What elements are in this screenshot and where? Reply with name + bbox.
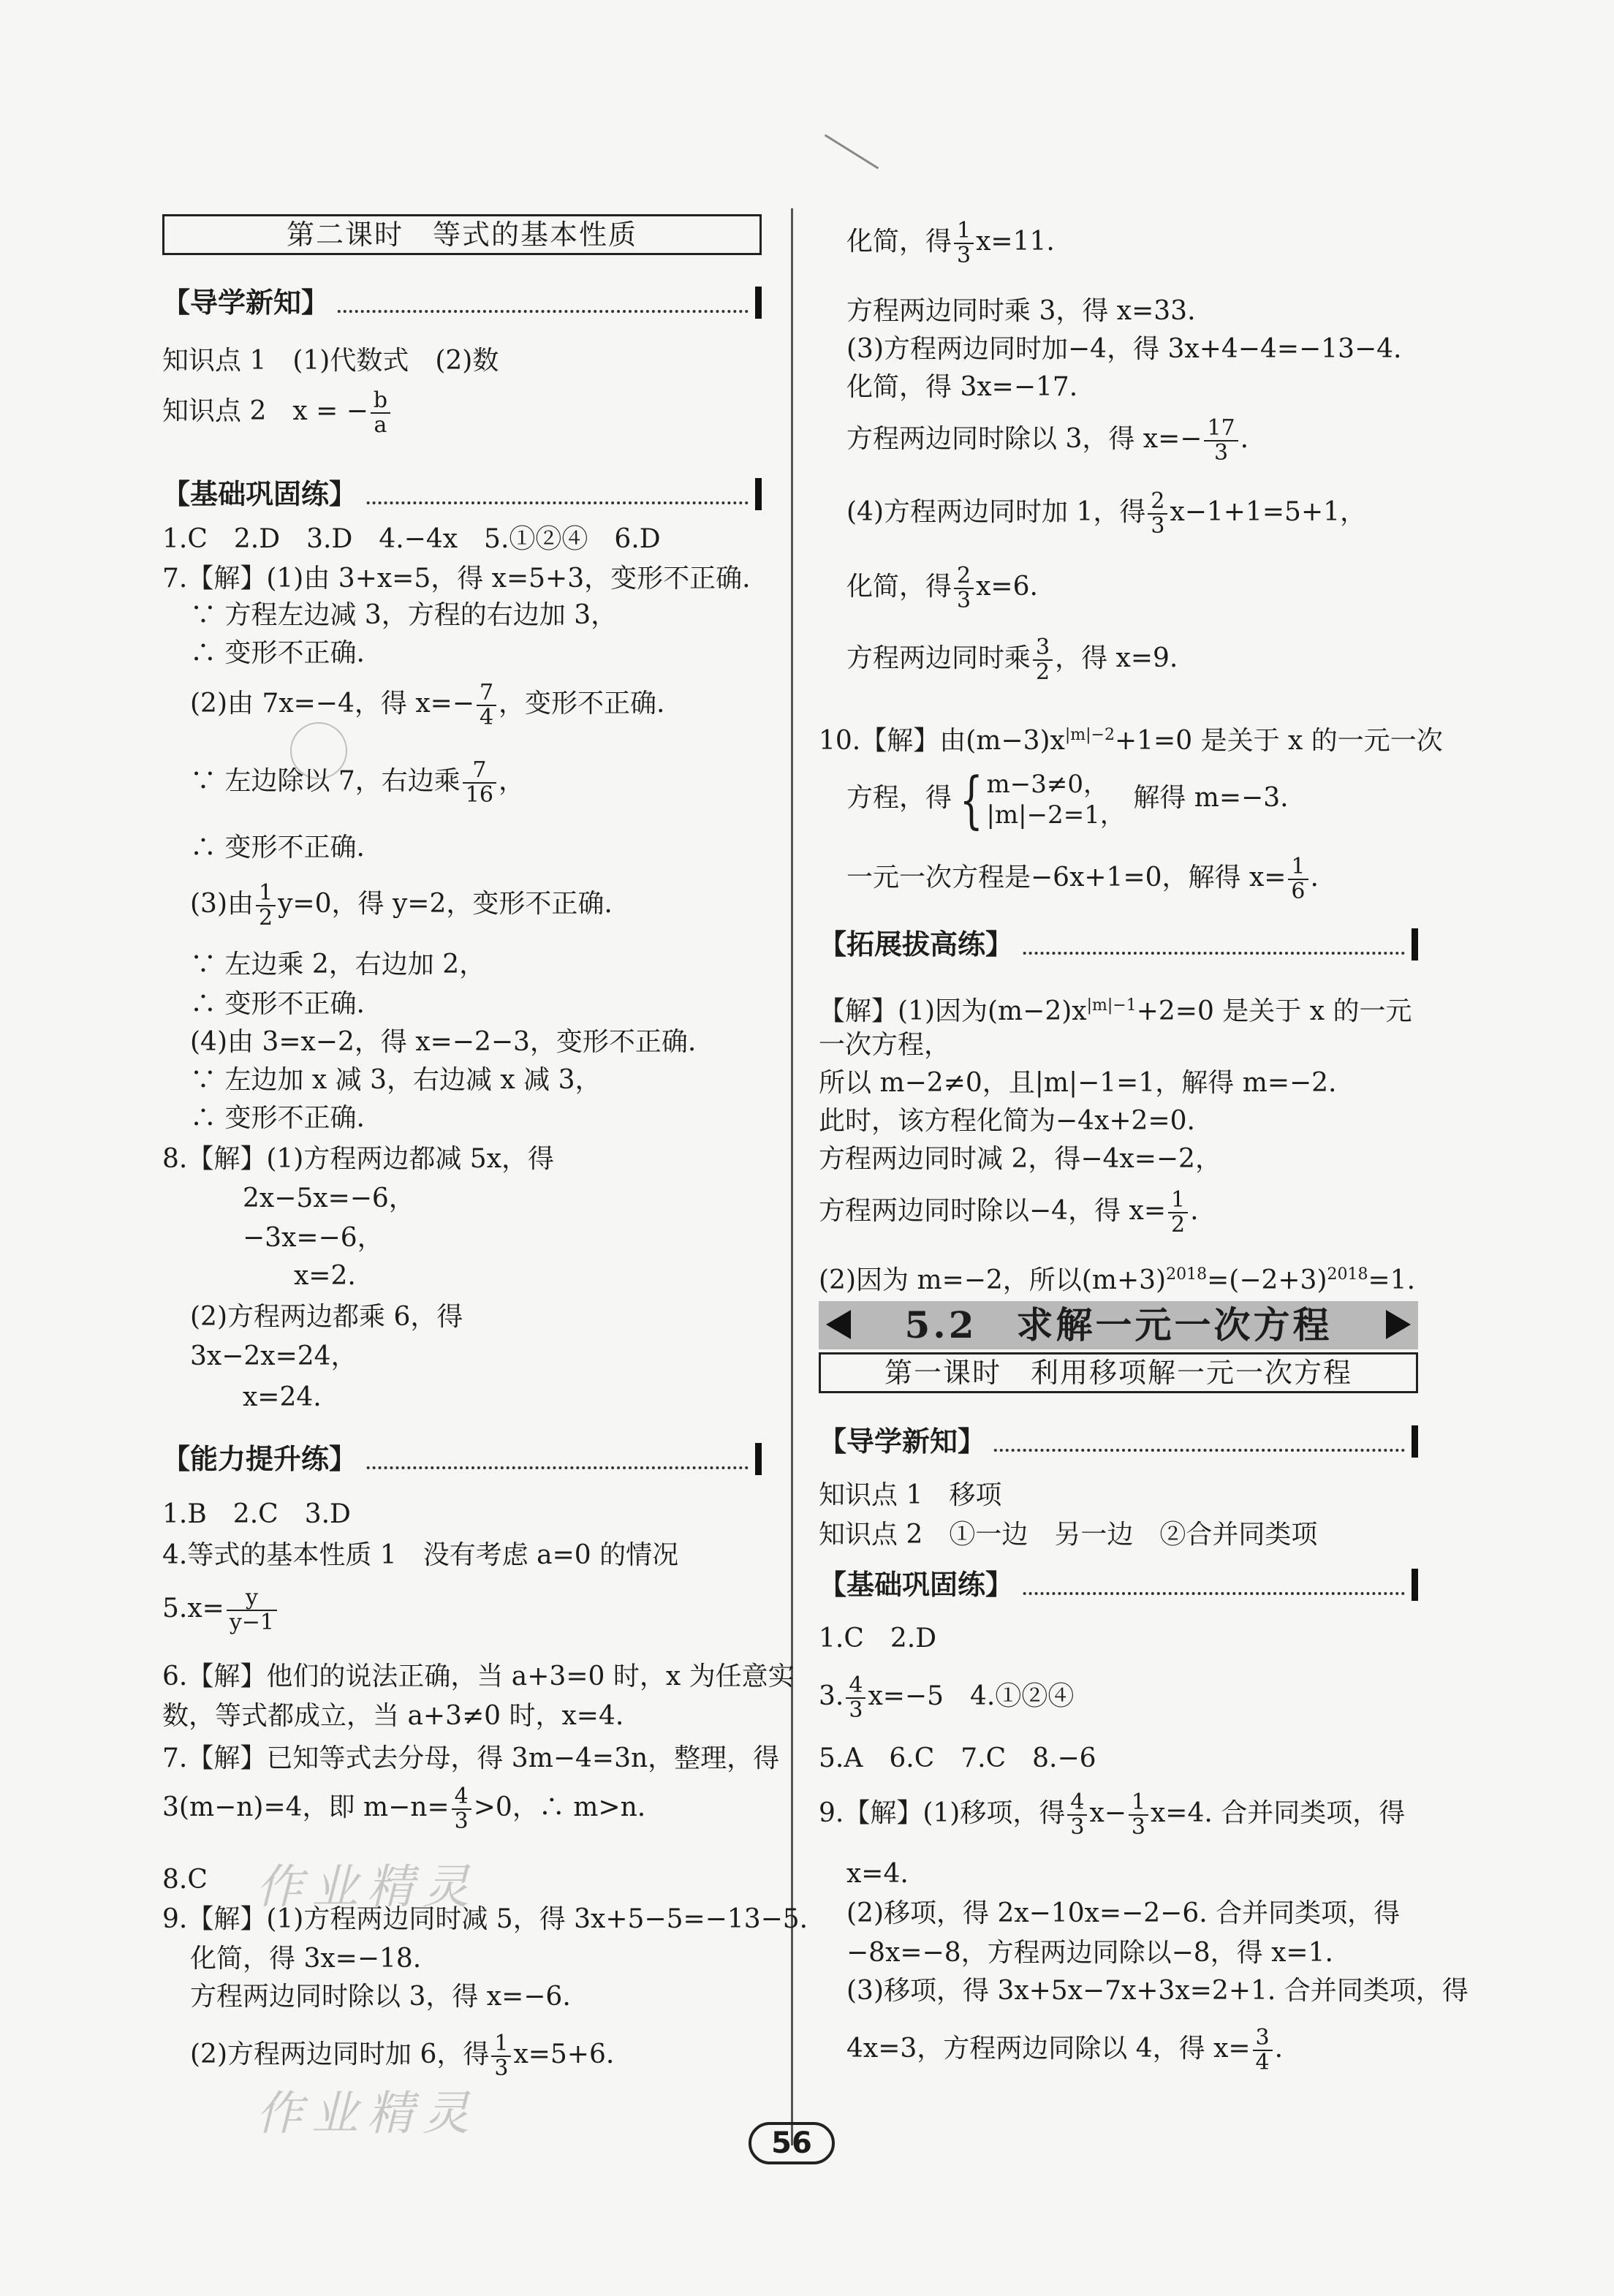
fraction: $\frac{3}{4}$ [1253, 2026, 1273, 2075]
answer-line: 3(m−n)=4，即 m−n= $\frac{4}{3}$ >0，∴ m>n. [162, 1784, 646, 1834]
answer-line: 5.x= $\frac{y}{y-1}$ [162, 1586, 279, 1634]
answer-line: 【解】(1)因为$(m-2)x^{|m|-1}+2=0$ 是关于 x 的一元 [819, 996, 1412, 1026]
answer-line: ∴ 变形不正确. [190, 638, 365, 668]
answer-line: ∵ 左边乘 2，右边加 2， [190, 950, 486, 980]
answer-line: (2)移项，得 2x−10x=−2−6. 合并同类项，得 [846, 1898, 1401, 1928]
answer-line: ∴ 变形不正确. [190, 989, 365, 1019]
section-header-extension-practice [819, 925, 1418, 963]
fraction: $\frac{17}{3}$ [1204, 417, 1238, 465]
dotted-leader [965, 1592, 1405, 1595]
fraction: $\frac{1}{3}$ [491, 2032, 511, 2080]
answer-line: 8.【解】(1)方程两边都减 5x，得 [162, 1144, 554, 1174]
answer-line: 数，等式都成立，当 a+3≠0 时，x=4. [162, 1701, 624, 1731]
triangle-right-icon [1386, 1310, 1411, 1339]
answer-line: (4)由 3=x−2，得 x=−2−3，变形不正确. [190, 1027, 697, 1057]
answer-line: 一次方程， [819, 1030, 951, 1060]
lesson-title: 第一课时 利用移项解一元一次方程 [819, 1352, 1418, 1393]
fraction: $\frac{b}{a}$ [371, 389, 390, 437]
equation-line: 3x−2x=24， [190, 1341, 357, 1371]
answer-line: ∴ 变形不正确. [190, 833, 365, 863]
answer-line: 方程两边同时减 2，得−4x=−2， [819, 1144, 1221, 1174]
dotted-leader [308, 501, 749, 504]
answer-line: (3)移项，得 3x+5x−7x+3x=2+1. 合并同类项，得 [846, 1976, 1469, 2006]
answer-line: 7.【解】(1)由 3+x=5，得 x=5+3，变形不正确. [162, 564, 751, 594]
scan-mark [825, 134, 879, 169]
answer-line: (2)因为 m=−2，所以$(m+3)^{2018}=(-2+3)^{2018}=1$. [819, 1265, 1416, 1295]
answer-line: 方程两边同时除以−4，得 x= $\frac{1}{2}$ . [819, 1187, 1199, 1238]
answer-line: x=4. [846, 1859, 909, 1889]
answer-line: 方程两边同时除以 3，得 x=− $\frac{17}{3}$ . [846, 415, 1249, 466]
section-header-basic-practice [819, 1566, 1418, 1604]
section-end-bar [1412, 1569, 1418, 1601]
answer-line: 1.C 2.D [819, 1624, 937, 1653]
answer-line: (4)方程两边同时加 1，得 $\frac{2}{3}$ x−1+1=5+1， [846, 488, 1367, 539]
dotted-leader [965, 1449, 1405, 1452]
answer-line: (2)由 7x=−4，得 x=− $\frac{7}{4}$ ，变形不正确. [190, 680, 665, 730]
section-label: 【基础巩固练】 [819, 1566, 1020, 1604]
answer-line: 方程两边同时乘 $\frac{3}{2}$ ，得 x=9. [846, 634, 1178, 685]
fraction: $\frac{2}{3}$ [1148, 490, 1167, 538]
answer-line: 9.【解】(1)方程两边同时减 5，得 3x+5−5=−13−5. [162, 1904, 808, 1934]
answer-line: 化简，得 3x=−18. [190, 1944, 422, 1974]
fraction: $\frac{1}{3}$ [954, 219, 974, 268]
answer-line: (2)方程两边同时加 6，得 $\frac{1}{3}$ x=5+6. [190, 2031, 615, 2081]
answer-line: 方程两边同时除以 3，得 x=−6. [190, 1982, 571, 2012]
answer-line: ∵ 左边加 x 减 3，右边减 x 减 3， [190, 1065, 602, 1095]
answer-line: 化简，得 3x=−17. [846, 372, 1078, 402]
fraction: $\frac{7}{4}$ [477, 681, 496, 730]
section-label: 【基础巩固练】 [162, 475, 364, 513]
watermark: 作业精灵 [256, 2087, 478, 2141]
answer-line: 所以 m−2≠0，且|m|−1=1，解得 m=−2. [819, 1068, 1337, 1098]
answer-line: (3)方程两边同时加−4，得 3x+4−4=−13−4. [846, 334, 1402, 364]
answer-line: −8x=−8，方程两边同除以−8，得 x=1. [846, 1938, 1333, 1968]
answer-line: 10.【解】由$(m-3)x^{|m|-2}+1=0$ 是关于 x 的一元一次 [819, 726, 1443, 756]
fraction: $\frac{7}{16}$ [463, 759, 496, 807]
section-end-bar [1412, 1425, 1418, 1458]
section-label: 【拓展拔高练】 [819, 925, 1020, 963]
answer-line: 3. $\frac{4}{3}$ x=−5 4.①②④ [819, 1672, 1075, 1723]
column-divider [791, 208, 793, 2145]
answer-line: (3)由 $\frac{1}{2}$ y=0，得 y=2，变形不正确. [190, 880, 613, 931]
equation-system: m−3≠0， |m|−2=1， [986, 770, 1125, 830]
answer-line: 化简，得 $\frac{2}{3}$ x=6. [846, 563, 1038, 613]
knowledge-point-1: 知识点 1 (1)代数式 (2)数 [162, 346, 499, 376]
answer-line: 1.B 2.C 3.D [162, 1499, 351, 1529]
knowledge-point-2: 知识点 2 x = − $\frac{b}{a}$ [162, 389, 393, 437]
answer-line: 8.C [162, 1865, 208, 1895]
answer-line: 此时，该方程化简为−4x+2=0. [819, 1106, 1195, 1136]
section-label: 【导学新知】 [162, 284, 336, 322]
section-header-basic-practice [162, 475, 762, 513]
dotted-leader [965, 952, 1405, 955]
fraction: $\frac{1}{2}$ [1168, 1189, 1188, 1237]
fraction: $\frac{4}{3}$ [1067, 1791, 1087, 1839]
section-header-guided-learning [819, 1422, 1418, 1460]
lesson-title: 第二课时 等式的基本性质 [162, 214, 762, 255]
page-number: 56 [749, 2122, 835, 2164]
watermark: 作业精灵 [256, 1860, 478, 1914]
fraction: $\frac{1}{2}$ [256, 882, 276, 930]
answer-line: 方程两边同时乘 3，得 x=33. [846, 296, 1196, 326]
knowledge-point-2: 知识点 2 ①一边 另一边 ②合并同类项 [819, 1520, 1318, 1550]
answer-line: ∵ 左边除以 7，右边乘 $\frac{7}{16}$ ， [190, 757, 525, 808]
answer-line: ∵ 方程左边减 3，方程的右边加 3， [190, 600, 618, 630]
answer-line: 4.等式的基本性质 1 没有考虑 a=0 的情况 [162, 1540, 679, 1570]
fraction: $\frac{4}{3}$ [452, 1785, 471, 1833]
section-label: 【能力提升练】 [162, 1440, 364, 1478]
triangle-left-icon [826, 1310, 851, 1339]
fraction: $\frac{2}{3}$ [954, 564, 974, 613]
section-end-bar [1412, 928, 1418, 961]
knowledge-point-1: 知识点 1 移项 [819, 1480, 1002, 1510]
fraction: $\frac{3}{2}$ [1033, 636, 1053, 684]
equation-line: −3x=−6， [243, 1223, 384, 1253]
answer-line: 一元一次方程是−6x+1=0，解得 x= $\frac{1}{6}$ . [846, 854, 1319, 904]
section-end-bar [755, 1443, 762, 1475]
answer-line: 1.C 2.D 3.D 4.−4x 5.①②④ 6.D [162, 524, 661, 554]
section-header-ability-practice [162, 1440, 762, 1478]
answer-line: 4x=3，方程两边同除以 4，得 x= $\frac{3}{4}$ . [846, 2025, 1284, 2075]
answer-line: 方程，得 { m−3≠0， |m|−2=1， 解得 m=−3. [846, 764, 1289, 836]
answer-line: 7.【解】已知等式去分母，得 3m−4=3n，整理，得 [162, 1743, 780, 1773]
fraction: $\frac{4}{3}$ [846, 1674, 865, 1722]
fraction: $\frac{1}{3}$ [1129, 1791, 1148, 1839]
answer-line: 9.【解】(1)移项，得 $\frac{4}{3}$ x− $\frac{1}{3}$ x=4. 合并同类项，得 [819, 1789, 1406, 1840]
answer-line: ∴ 变形不正确. [190, 1103, 365, 1133]
section-end-bar [755, 478, 762, 510]
answer-line: 化简，得 $\frac{1}{3}$ x=11. [846, 218, 1055, 268]
chapter-banner [819, 1301, 1418, 1349]
dotted-leader [308, 310, 749, 313]
equation-line: 2x−5x=−6， [243, 1183, 415, 1213]
answer-line: 6.【解】他们的说法正确，当 a+3=0 时，x 为任意实 [162, 1662, 795, 1691]
section-end-bar [755, 287, 762, 319]
equation-line: x=2. [294, 1261, 356, 1291]
equation-line: x=24. [243, 1382, 322, 1412]
section-label: 【导学新知】 [819, 1422, 993, 1460]
section-header-guided-learning [162, 284, 762, 322]
brace: { [959, 764, 983, 836]
dotted-leader [308, 1466, 749, 1469]
fraction: $\frac{y}{y-1}$ [227, 1586, 277, 1634]
answer-line: (2)方程两边都乘 6，得 [190, 1302, 463, 1332]
answer-line: 5.A 6.C 7.C 8.−6 [819, 1743, 1096, 1773]
chapter-title: 5.2 求解一元一次方程 [904, 1303, 1333, 1346]
fraction: $\frac{1}{6}$ [1288, 855, 1308, 903]
